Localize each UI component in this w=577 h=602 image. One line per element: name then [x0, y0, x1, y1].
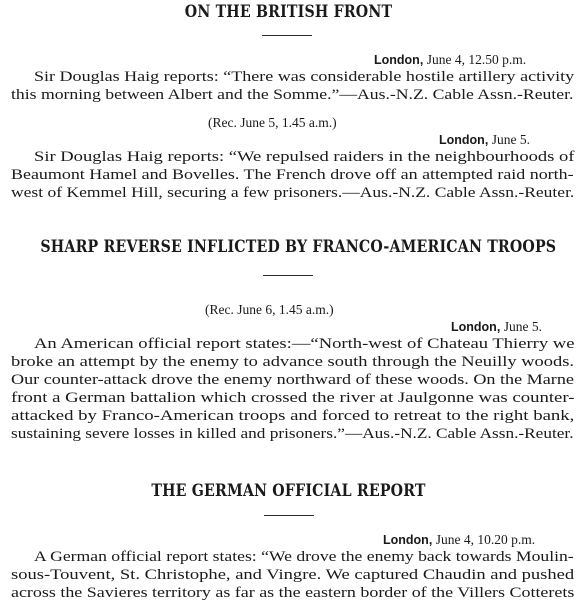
received-note: (Rec. June 6, 1.45 a.m.) — [205, 302, 334, 317]
dateline-time: June 5. — [491, 132, 531, 147]
dateline-place: London, — [439, 133, 489, 147]
dateline — [383, 533, 535, 547]
body-line: Sir Douglas Haig reports: “There was considerable hostile artillery activity — [34, 69, 575, 85]
headline-rule — [263, 275, 313, 276]
body-line: broke an attempt by the enemy to advance south through the Neuilly woods. — [11, 354, 575, 370]
body-line: Our counter-attack drove the enemy northward of these woods. On the Marne — [11, 372, 574, 388]
body-line: sous-Touvent, St. Christophe, and Vingre. We captured Chaudin and pushed — [11, 567, 575, 583]
body-line: this morning between Albert and the Somme.”—Aus.-N.Z. Cable Assn.-Reuter. — [11, 87, 574, 103]
dateline-place: London, — [383, 533, 433, 547]
dateline — [439, 133, 530, 147]
headline-rule — [262, 35, 312, 36]
body-line: sustaining severe losses in killed and prisoners.”—Aus.-N.Z. Cable Assn.-Reuter. — [11, 426, 574, 442]
body-line: An American official report states:—“North-west of Chateau Thierry we — [34, 336, 575, 352]
dateline-place: London, — [374, 53, 424, 67]
body-line: Beaumont Hamel and Bovelles. The French drove off an attempted raid north- — [11, 167, 574, 183]
dateline — [374, 53, 526, 67]
headline-german-report: THE GERMAN OFFICIAL REPORT — [151, 481, 426, 500]
dateline-time: June 5. — [503, 319, 543, 334]
body-line: A German official report states: “We drove the enemy back towards Moulin- — [34, 549, 574, 565]
headline-british-front: ON THE BRITISH FRONT — [184, 2, 393, 21]
dateline-time: June 4, 12.50 p.m. — [426, 52, 527, 67]
body-line: attacked by Franco-American troops and forced to retreat to the right bank, — [11, 408, 575, 424]
headline-sharp-reverse: SHARP REVERSE INFLICTED BY FRANCO-AMERICAN TROOPS — [40, 237, 557, 256]
dateline-place: London, — [451, 320, 501, 334]
dateline — [451, 320, 542, 334]
received-note: (Rec. June 5, 1.45 a.m.) — [208, 115, 337, 130]
body-line: Sir Douglas Haig reports: “We repulsed raiders in the neighbourhoods of — [34, 149, 575, 165]
body-line: across the Savieres territory as far as the eastern border of the Villers Cotterets — [11, 585, 575, 601]
body-line: west of Kemmel Hill, securing a few prisoners.—Aus.-N.Z. Cable Assn.-Reuter. — [11, 185, 575, 201]
body-line: front a German battalion which crossed the river at Jaulgonne was counter- — [11, 390, 575, 406]
dateline-time: June 4, 10.20 p.m. — [435, 532, 536, 547]
headline-rule — [264, 515, 314, 516]
